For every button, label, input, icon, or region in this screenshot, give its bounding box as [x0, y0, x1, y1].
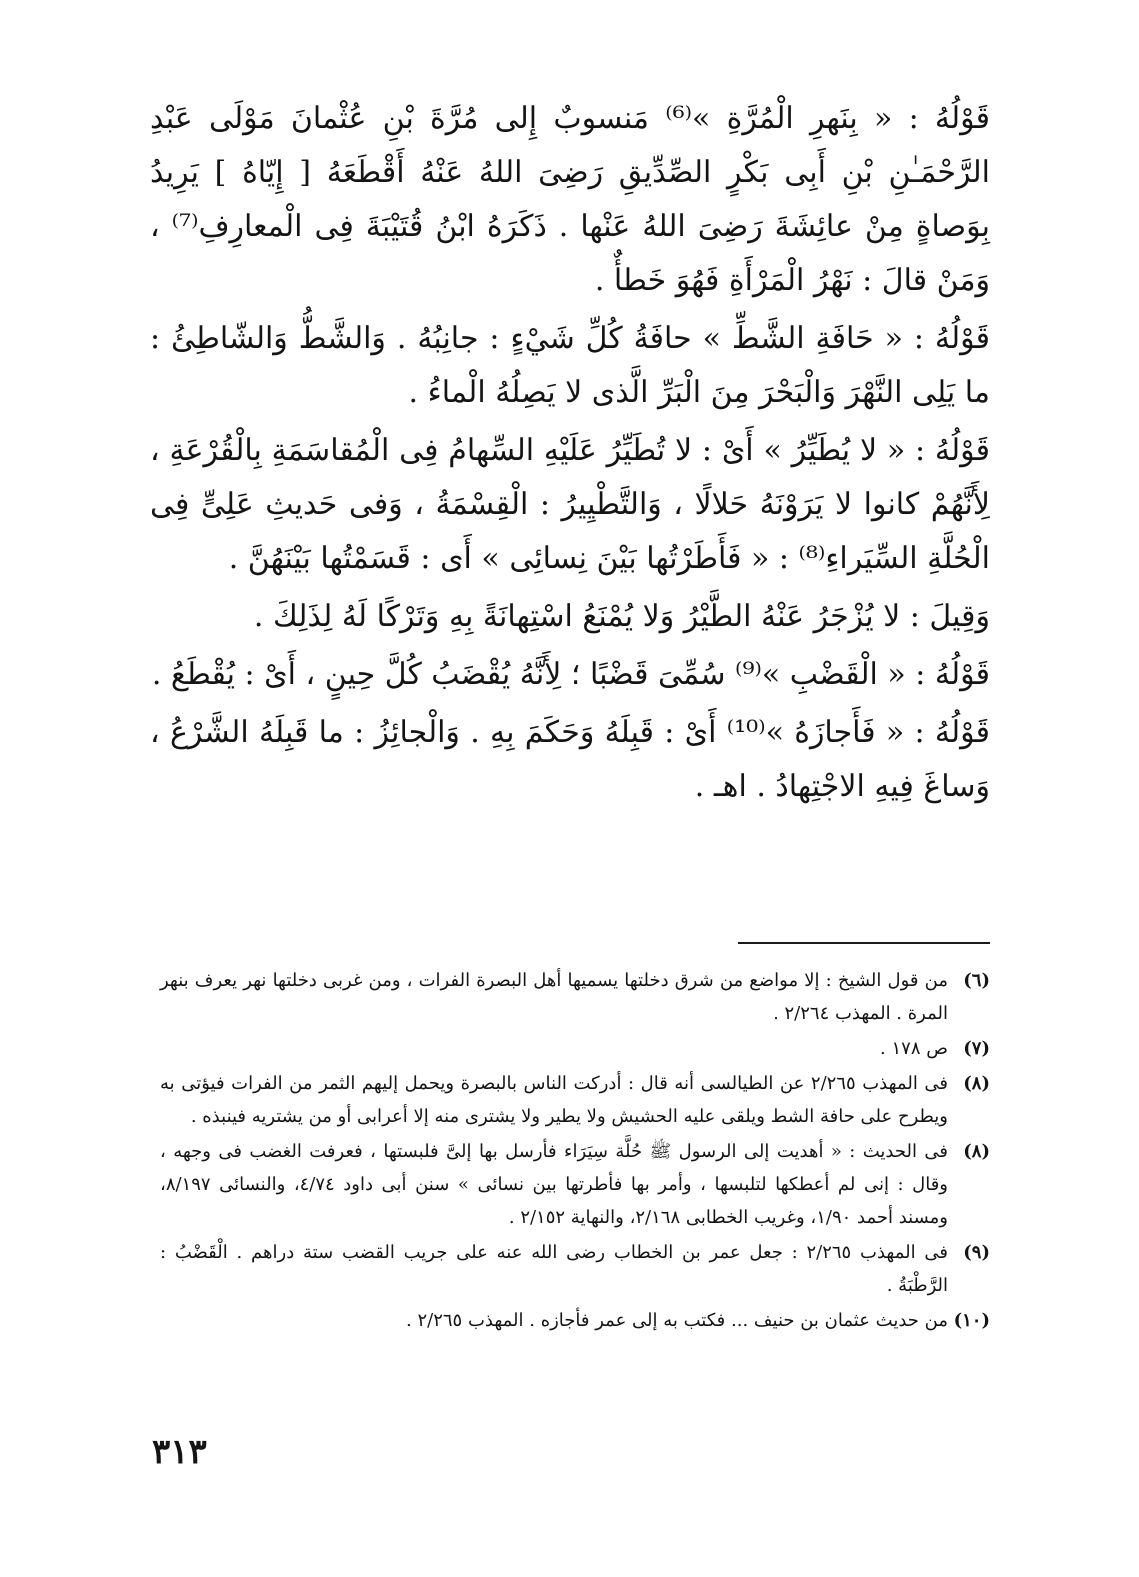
main-text-body [150, 92, 990, 818]
footnote-item [160, 1304, 990, 1337]
footnote-text: من حديث عثمان بن حنيف ... فكتب به إلى عمر فأجازه . المهذب ٢/٢٦٥ . [406, 1310, 948, 1331]
footnote-number: (٨) [963, 1141, 990, 1162]
footnote-text: ص ١٧٨ . [880, 1038, 948, 1059]
page-number: ٣١٣ [152, 1432, 207, 1472]
footnote-separator [738, 942, 990, 944]
footnote-item [160, 964, 990, 1030]
paragraph-nahr-al-murra: قَوْلُهُ : « بِنَهرِ الْمُرَّةِ »⁽⁶⁾ مَنسوبٌ إِلى مُرَّةَ بْنِ عُثْمانَ مَوْلَى عَبْدِ الرَّحْمَـٰنِ بْنِ أَبِى بَكْرٍ الصِّدِّيقِ رَضِىَ اللهُ عَنْهُ أَقْطَعَهُ [ إِيّاهُ ] يَرِيدُ بِوَصاةٍ مِنْ عائِشَةَ رَضِىَ اللهُ عَنْها . ذَكَرَهُ ابْنُ قُتَيْبَةَ فِى الْمعارِفِ⁽⁷⁾ ، وَمَنْ قالَ : نَهْرُ الْمَرْأَةِ فَهُوَ خَطأٌ . [150, 101, 990, 298]
footnote-text: فى المهذب ٢/٢٦٥ : جعل عمر بن الخطاب رضى الله عنه على جريب القضب ستة دراهم . الْقَضْبُ : الرَّطْبَةُ . [160, 1242, 948, 1296]
footnote-text: من قول الشيخ : إلا مواضع من شرق دخلتها يسميها أهل البصرة الفرات ، ومن غربى دخلتها نهر يعرف بنهر المرة . المهذب ٢/٢٦٤ . [160, 970, 948, 1024]
paragraph-fa-ajazahu: قَوْلُهُ : « فَأَجازَهُ »⁽¹⁰⁾ أَىْ : قَبِلَهُ وَحَكَمَ بِهِ . وَالْجائِزُ : ما قَبِلَهُ الشَّرْعُ ، وَساغَ فِيهِ الاجْتِهادُ . اهـ . [150, 715, 990, 804]
footnote-number: (١٠) [953, 1310, 990, 1331]
paragraph-la-yutayyir: قَوْلُهُ : « لا يُطَيِّرُ » أَىْ : لا تُطَيِّرُ عَلَيْهِ السِّهامُ فِى الْمُقاسَمَةِ بِالْقُرْعَةِ ، لِأَنَّهُمْ كانوا لا يَرَوْنَهُ حَلالًا ، وَالتَّطْيِيرُ : الْقِسْمَةُ ، وَفى حَديثِ عَلِىٍّ فِى الْحُلَّةِ السِّيَراءِ⁽⁸⁾ : « فَأَطَرْتُها بَيْنَ نِسائِى » أَى : قَسَمْتُها بَيْنَهُنَّ . [150, 433, 990, 576]
footnote-text: فى الحديث : « أهديت إلى الرسول ﷺ حُلَّة سِيَرَاء فأرسل بها إلىَّ فلبستها ، فعرفت الغضب فى وجهه ، وقال : إنى لم أعطكها لتلبسها ، وأمر بها فأطرتها بين نسائى » سنن أبى داود ٤/٧٤، والنسائى ٨/١٩٧، ومسند أحمد ١/٩٠، وغريب الخطابى ٢/١٦٨، والنهاية ٢/١٥٢ . [160, 1141, 948, 1228]
footnote-number: (٦) [963, 970, 990, 991]
footnote-item [160, 1067, 990, 1133]
paragraph-hafat-al-shatt: قَوْلُهُ : « حَافَةِ الشَّطِّ » حافَةُ كُلِّ شَيْءٍ : جانِبُهُ . وَالشَّطُّ وَالشّاطِئُ : ما يَلِى النَّهْرَ وَالْبَحْرَ مِنَ الْبَرِّ الَّذى لا يَصِلُهُ الْماءُ . [150, 321, 990, 410]
footnote-text: فى المهذب ٢/٢٦٥ عن الطيالسى أنه قال : أدركت الناس بالبصرة ويحمل إليهم الثمر من الفرات فيؤتى به ويطرح على حافة الشط ويلقى عليه الحشيش ولا يطير ولا يشترى منه إلا أعرابى أو من يشتريه فينبذه . [160, 1073, 948, 1127]
paragraph-wa-qila: وَقِيلَ : لا يُزْجَرُ عَنْهُ الطَّيْرُ وَلا يُمْنَعُ اسْتِهانَةً بِهِ وَتَرْكًا لَهُ لِذَلِكَ . [253, 599, 990, 634]
footnote-number: (٨) [963, 1073, 990, 1094]
footnote-number: (٩) [963, 1242, 990, 1263]
footnote-item [160, 1236, 990, 1302]
footnote-item [160, 1032, 990, 1065]
paragraph-al-qadb: قَوْلُهُ : « الْقَضْبِ »⁽⁹⁾ سُمِّىَ قَضْبًا ؛ لِأَنَّهُ يُقْضَبُ كُلَّ حِينٍ ، أَىْ : يُقْطَعُ . [151, 657, 990, 692]
footnote-number: (٧) [963, 1038, 990, 1059]
footnote-item [160, 1135, 990, 1234]
footnotes [160, 964, 990, 1339]
